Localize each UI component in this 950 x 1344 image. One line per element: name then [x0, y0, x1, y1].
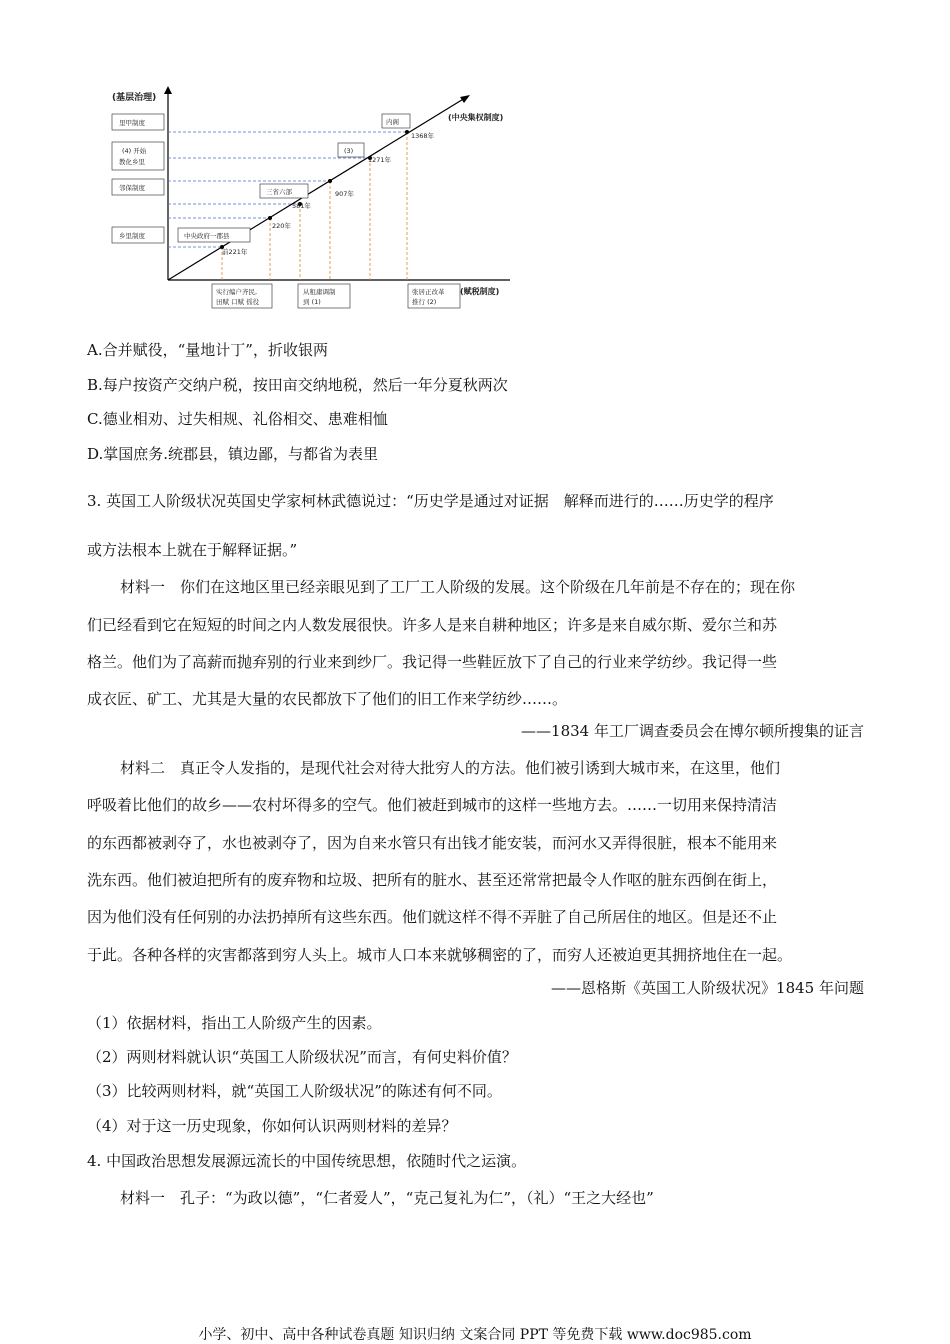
option-a: A.合并赋役，“量地计丁”，折收银两 [87, 341, 328, 359]
year-label: 1271年 [368, 156, 392, 164]
q3-subquestion: （4）对于这一历史现象，你如何认识两则材料的差异？ [87, 1117, 457, 1135]
material-2-line: 洗东西。他们被迫把所有的废弃物和垃圾、把所有的脏水、甚至还常常把最令人作呕的脏东西倒在街上， [87, 871, 778, 889]
material-1-line: 材料一 你们在这地区里已经亲眼见到了工厂工人阶级的发展。这个阶级在几年前是不存在的；现在你 [120, 578, 796, 596]
material-2-line: 于此。各种各样的灾害都落到穷人头上。城市人口本来就够稠密的了，而穷人还被迫更其拥挤地住在一起。 [87, 946, 793, 964]
page-footer: 小学、初中、高中各种试卷真题 知识归纳 文案合同 PPT 等免费下载 www.doc985.com [198, 1327, 752, 1343]
material-2-line: 的东西都被剥夺了，水也被剥夺了，因为自来水管只有出钱才能安装，而河水又弄得很脏，根本不能用来 [87, 834, 778, 852]
q4-stem: 4. 中国政治思想发展源远流长的中国传统思想，依随时代之运演。 [87, 1152, 527, 1170]
history-diagram [110, 80, 530, 315]
box-label: 三省六部 [266, 188, 292, 196]
material-2-line: 呼吸着比他们的故乡——农村坏得多的空气。他们被赶到城市的这样一些地方去。……一切用来保持清洁 [87, 796, 778, 814]
year-label: 220年 [272, 222, 291, 230]
option-d: D.掌国庶务.统郡县，镇边鄙，与都省为表里 [87, 445, 379, 463]
material-1-source: ——1834 年工厂调查委员会在博尔顿所搜集的证言 [521, 722, 864, 740]
diagonal-arrow [460, 95, 470, 103]
year-label: 907年 [335, 190, 354, 198]
box-label: (3) [344, 147, 354, 155]
box-label: 内阁 [386, 118, 399, 126]
y-item-4: 乡里制度 [119, 232, 145, 240]
x-item-1a: 实行编户齐民, [216, 288, 258, 296]
x-item-2b: 到 (1) [303, 298, 321, 306]
material-2-source: ——恩格斯《英国工人阶级状况》1845 年问题 [551, 979, 864, 997]
y-item-1: 里甲制度 [119, 119, 145, 127]
year-label: 前221年 [222, 248, 248, 256]
y-item-2b: 教化乡里 [119, 158, 145, 166]
option-b: B.每户按资产交纳户税，按田亩交纳地税，然后一年分夏秋两次 [87, 376, 508, 394]
q3-stem-line-2: 或方法根本上就在于解释证据。” [87, 541, 298, 559]
x-item-1b: 田赋 口赋 徭役 [216, 298, 260, 306]
q3-subquestion: （1）依据材料，指出工人阶级产生的因素。 [87, 1014, 382, 1032]
y-axis-label: (基层治理) [112, 93, 157, 103]
year-label: 1368年 [411, 132, 435, 140]
q3-subquestion: （2）两则材料就认识“英国工人阶级状况”而言，有何史料价值？ [87, 1048, 517, 1066]
q3-stem-line-1: 3. 英国工人阶级状况英国史学家柯林武德说过：“历史学是通过对证据 解释而进行的……历史学的程序 [87, 492, 774, 510]
material-1-line: 格兰。他们为了高薪而抛弃别的行业来到纱厂。我记得一些鞋匠放下了自己的行业来学纺纱。我记得一些 [87, 653, 778, 671]
x-axis-label: (赋税制度) [460, 287, 500, 296]
diag-label: (中央集权制度) [448, 113, 504, 122]
q3-subquestion: （3）比较两则材料，就“英国工人阶级状况”的陈述有何不同。 [87, 1082, 502, 1100]
box-label: 中央政府一郡县 [184, 232, 230, 240]
x-item-3b: 推行 (2) [412, 298, 437, 306]
material-2-line: 因为他们没有任何别的办法扔掉所有这些东西。他们就这样不得不弄脏了自己所居住的地区。但是还不止 [87, 908, 778, 926]
diagonal-axis [168, 98, 465, 280]
x-item-3a: 张居正改革 [412, 288, 445, 296]
material-2-line: 材料二 真正令人发指的，是现代社会对待大批穷人的方法。他们被引诱到大城市来，在这里，他们 [120, 759, 781, 777]
option-c: C.德业相劝、过失相规、礼俗相交、患难相恤 [87, 410, 388, 428]
y-item-3: 邻保制度 [119, 184, 145, 192]
year-label: 581年 [292, 202, 311, 210]
material-1-line: 成衣匠、矿工、尤其是大量的农民都放下了他们的旧工作来学纺纱……。 [87, 690, 568, 708]
y-item-2a: (4) 开始 [122, 147, 147, 155]
y-axis-arrow [164, 86, 172, 94]
material-1-line: 们已经看到它在短短的时间之内人数发展很快。许多人是来自耕种地区；许多是来自威尔斯、爱尔兰和苏 [87, 616, 778, 634]
x-item-2a: 从租庸调制 [303, 288, 336, 296]
q4-material-1: 材料一 孔子：“为政以德”，“仁者爱人”，“克己复礼为仁”，（礼）“王之大经也” [120, 1189, 654, 1207]
